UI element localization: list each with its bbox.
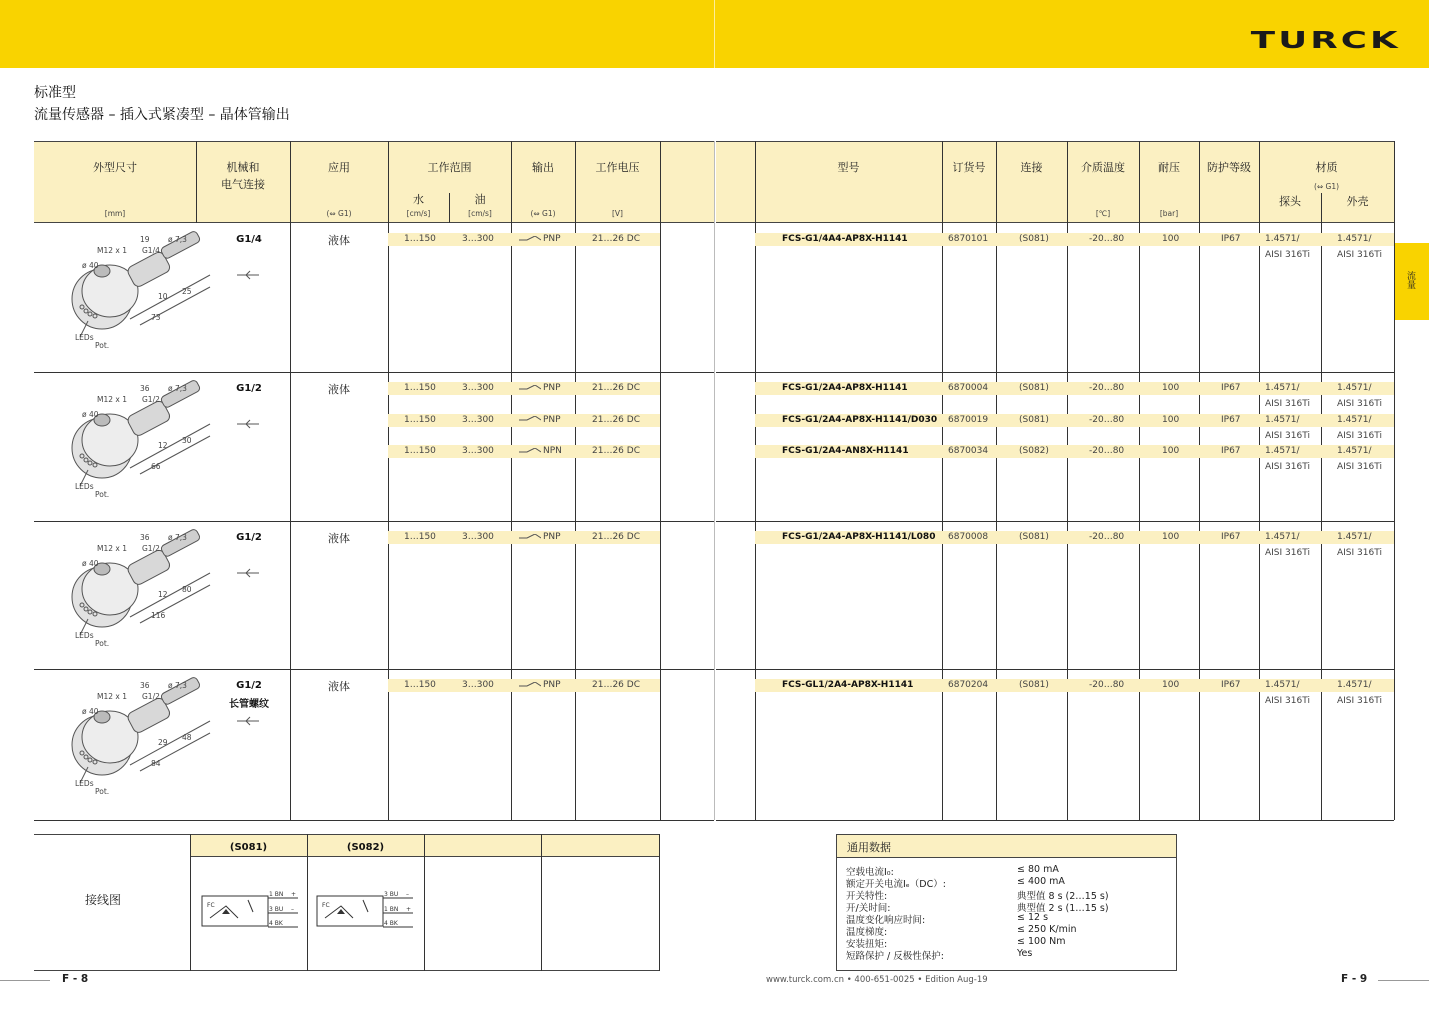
- row-divider: [716, 372, 1394, 373]
- ident-number: 6870008: [948, 532, 989, 542]
- range-water: 1…150: [404, 383, 436, 393]
- drawing-label-thread: G1/2: [142, 544, 160, 553]
- page-gutter: [714, 141, 715, 820]
- output-type: [519, 445, 562, 458]
- col-temp-unit: [℃]: [1095, 209, 1111, 218]
- svg-text:+: +: [291, 891, 297, 898]
- col-divider: [449, 193, 450, 223]
- drawing-label-dia_top: ø 7,3: [168, 235, 187, 244]
- supply-voltage: 21…26 DC: [592, 532, 640, 542]
- output-label: PNP: [543, 532, 561, 542]
- housing-material: 1.4571/: [1337, 234, 1372, 244]
- range-oil: 3…300: [462, 383, 494, 393]
- probe-material: 1.4571/: [1265, 414, 1300, 425]
- drawing-label-pot: Pot.: [95, 639, 110, 648]
- type-code[interactable]: FCS-G1/2A4-AP8X-H1141/L080: [782, 532, 936, 542]
- output-type: [519, 233, 561, 246]
- range-water: 1…150: [404, 234, 436, 244]
- switch-symbol-icon: [519, 385, 541, 391]
- col-range: 工作范围: [427, 161, 472, 174]
- type-code[interactable]: FCS-G1/2A4-AP8X-H1141/D030: [782, 414, 938, 425]
- mech-connection: G1/2: [236, 383, 262, 394]
- col-protection: 防护等级: [1207, 161, 1251, 174]
- drawing-label-m12: M12 x 1: [97, 395, 127, 404]
- medium-temp: -20…80: [1089, 414, 1125, 425]
- sensor-dimension-drawing: [40, 229, 220, 369]
- s081-pin1: 1 BN: [269, 891, 284, 898]
- drawing-label-pot: Pot.: [95, 490, 110, 499]
- drawing-label-d1: 12: [158, 441, 168, 450]
- switch-symbol-icon: [519, 236, 541, 242]
- col-application: 应用: [328, 161, 350, 174]
- col-ident: 订货号: [952, 161, 986, 174]
- general-data-value: 典型值 8 s (2…15 s): [1017, 891, 1109, 902]
- supply-voltage: 21…26 DC: [592, 234, 640, 244]
- drawing-label-leds: LEDs: [75, 333, 94, 342]
- col-dimensions: 外型尺寸: [93, 161, 137, 174]
- range-oil: 3…300: [462, 532, 494, 542]
- probe-material-2: AISI 316Ti: [1265, 462, 1310, 472]
- col-divider: [196, 141, 197, 223]
- sensor-outline-icon: [40, 229, 220, 369]
- probe-material-2: AISI 316Ti: [1265, 696, 1310, 706]
- drawing-label-dia_top: ø 7,3: [168, 681, 187, 690]
- pressure-rating: 100: [1162, 414, 1180, 425]
- housing-material: 1.4571/: [1337, 414, 1372, 425]
- ident-number: 6870034: [948, 446, 989, 456]
- svg-text:–: –: [291, 906, 294, 913]
- col-water-unit: [cm/s]: [406, 209, 431, 218]
- wiring-label: 接线图: [85, 893, 122, 907]
- switch-symbol-icon: [519, 682, 541, 688]
- drawing-label-d1: 29: [158, 738, 168, 747]
- range-oil: 3…300: [462, 446, 494, 456]
- s081-pin4: 4 BK: [269, 920, 283, 927]
- row-divider: [716, 521, 1394, 522]
- drawing-label-d1: 12: [158, 590, 168, 599]
- range-oil: 3…300: [462, 414, 494, 425]
- sensor-outline-icon: [40, 675, 220, 815]
- drawing-label-d3: 116: [151, 611, 166, 620]
- drawing-label-pot: Pot.: [95, 341, 110, 350]
- drawing-label-dia40: ø 40: [82, 410, 99, 419]
- type-code[interactable]: FCS-GL1/2A4-AP8X-H1141: [782, 680, 914, 690]
- probe-material-2: AISI 316Ti: [1265, 548, 1310, 558]
- row-divider: [34, 372, 714, 373]
- col-probe: 探头: [1279, 195, 1301, 208]
- application-label: 液体: [328, 234, 350, 247]
- thread-symbol-icon: [237, 711, 259, 721]
- general-data-title: 通用数据: [837, 835, 1176, 858]
- s082-pin4: 4 BK: [384, 920, 398, 927]
- sensor-outline-icon: [40, 527, 220, 667]
- s082-fc: FC: [322, 902, 330, 909]
- drawing-label-d3: 84: [151, 759, 161, 768]
- connection-code: (S082): [1019, 446, 1049, 456]
- col-output-unit: (⇔ G1): [530, 209, 556, 218]
- turck-logo: TURCK: [1250, 28, 1401, 54]
- housing-material: 1.4571/: [1337, 446, 1372, 456]
- general-data-label: 额定开关电流Iₑ（DC）:: [846, 879, 946, 890]
- output-type: [519, 382, 561, 395]
- connection-code: (S081): [1019, 414, 1049, 425]
- row-divider: [716, 669, 1394, 670]
- s082-pin1: 3 BU: [384, 891, 399, 898]
- general-data-value: ≤ 400 mA: [1017, 876, 1065, 887]
- drawing-label-m12: M12 x 1: [97, 544, 127, 553]
- col-pressure: 耐压: [1158, 161, 1180, 174]
- general-data-label: 开/关时间:: [846, 903, 891, 914]
- connection-code: (S081): [1019, 532, 1049, 542]
- probe-material-2: AISI 316Ti: [1265, 250, 1310, 260]
- drawing-label-m12: M12 x 1: [97, 246, 127, 255]
- drawing-label-d2: 48: [182, 733, 192, 742]
- drawing-label-leds: LEDs: [75, 779, 94, 788]
- housing-material-2: AISI 316Ti: [1337, 399, 1382, 409]
- housing-material-2: AISI 316Ti: [1337, 548, 1382, 558]
- drawing-label-dia40: ø 40: [82, 261, 99, 270]
- col-output: 输出: [532, 161, 554, 174]
- wiring-diagram-s082: [313, 886, 417, 936]
- sensor-dimension-drawing: [40, 527, 220, 667]
- col-mech-1: 机械和: [226, 161, 260, 174]
- application-label: 液体: [328, 532, 350, 545]
- protection-class: IP67: [1221, 680, 1241, 690]
- col-connection: 连接: [1020, 161, 1043, 174]
- medium-temp: -20…80: [1089, 234, 1125, 244]
- col-material: 材质: [1315, 161, 1338, 174]
- medium-temp: -20…80: [1089, 383, 1125, 393]
- general-data-value: ≤ 100 Nm: [1017, 936, 1066, 947]
- housing-material-2: AISI 316Ti: [1337, 430, 1382, 441]
- range-water: 1…150: [404, 532, 436, 542]
- col-divider: [1394, 141, 1395, 820]
- output-label: PNP: [543, 383, 561, 393]
- protection-class: IP67: [1221, 446, 1241, 456]
- switch-symbol-icon: [519, 448, 541, 454]
- output-label: PNP: [543, 680, 561, 690]
- pressure-rating: 100: [1162, 383, 1180, 393]
- wiring-col-s081: (S081): [229, 842, 268, 853]
- switch-symbol-icon: [519, 416, 541, 422]
- probe-material: 1.4571/: [1265, 446, 1300, 456]
- probe-material-2: AISI 316Ti: [1265, 399, 1310, 409]
- drawing-label-dia_top: ø 7,3: [168, 384, 187, 393]
- general-data-value: Yes: [1017, 948, 1033, 959]
- housing-material-2: AISI 316Ti: [1337, 696, 1382, 706]
- housing-material: 1.4571/: [1337, 532, 1372, 542]
- drawing-label-leds: LEDs: [75, 482, 94, 491]
- drawing-label-d3: 66: [151, 462, 161, 471]
- output-type: [519, 531, 561, 544]
- ident-number: 6870101: [948, 234, 989, 244]
- supply-voltage: 21…26 DC: [592, 383, 640, 393]
- connection-code: (S081): [1019, 234, 1049, 244]
- medium-temp: -20…80: [1089, 532, 1125, 542]
- general-data-value: 典型值 2 s (1…15 s): [1017, 903, 1109, 914]
- drawing-label-dia40: ø 40: [82, 707, 99, 716]
- col-application-unit: (⇔ G1): [326, 209, 352, 218]
- ident-number: 6870204: [948, 680, 989, 690]
- col-housing: 外壳: [1346, 195, 1369, 208]
- drawing-label-m12: M12 x 1: [97, 692, 127, 701]
- probe-material: 1.4571/: [1265, 532, 1300, 542]
- drawing-label-d3: 73: [151, 313, 161, 322]
- supply-voltage: 21…26 DC: [592, 414, 640, 425]
- s081-pin3: 3 BU: [269, 906, 284, 913]
- col-voltage-unit: [V]: [612, 209, 623, 218]
- output-label: PNP: [543, 414, 561, 425]
- col-material-note: (⇔ G1): [1313, 182, 1340, 191]
- sensor-dimension-drawing: [40, 378, 220, 518]
- col-mech-2: 电气连接: [221, 178, 265, 191]
- output-label: PNP: [543, 234, 561, 244]
- page-number-right: F - 9: [1341, 973, 1368, 985]
- drawing-label-pot: Pot.: [95, 787, 110, 796]
- col-water: 水: [413, 193, 424, 206]
- probe-material: 1.4571/: [1265, 680, 1300, 690]
- protection-class: IP67: [1221, 532, 1241, 542]
- row-divider: [34, 820, 714, 821]
- general-data-label: 短路保护 / 反极性保护:: [846, 951, 944, 962]
- page-number-left: F - 8: [62, 973, 89, 985]
- drawing-label-d2: 30: [182, 436, 192, 445]
- drawing-label-wrench: 36: [140, 681, 150, 690]
- page-title: 标准型: [34, 85, 76, 101]
- general-data-value: ≤ 250 K/min: [1017, 924, 1077, 935]
- general-data-label: 温度梯度:: [846, 927, 888, 938]
- probe-material: 1.4571/: [1265, 383, 1300, 393]
- row-divider: [716, 820, 1394, 821]
- row-divider: [34, 521, 714, 522]
- page-subtitle: 流量传感器 – 插入式紧凑型 – 晶体管输出: [34, 107, 290, 123]
- sensor-outline-icon: [40, 378, 220, 518]
- supply-voltage: 21…26 DC: [592, 446, 640, 456]
- drawing-label-leds: LEDs: [75, 631, 94, 640]
- thread-symbol-icon: [237, 563, 259, 573]
- col-oil: 油: [474, 193, 486, 206]
- svg-text:+: +: [406, 906, 412, 913]
- col-oil-unit: [cm/s]: [468, 209, 492, 218]
- range-water: 1…150: [404, 414, 436, 425]
- side-tab-flow[interactable]: 流量: [1395, 243, 1429, 320]
- thread-symbol-icon: [237, 265, 259, 275]
- sensor-dimension-drawing: [40, 675, 220, 815]
- drawing-label-thread: G1/2: [142, 395, 160, 404]
- application-label: 液体: [328, 383, 350, 396]
- mech-connection: G1/2: [236, 532, 262, 543]
- pressure-rating: 100: [1162, 680, 1180, 690]
- s081-fc: FC: [207, 902, 215, 909]
- pressure-rating: 100: [1162, 234, 1180, 244]
- footer-contact: www.turck.com.cn • 400-651-0025 • Edition Aug-19: [766, 975, 988, 985]
- thread-symbol-icon: [237, 414, 259, 424]
- medium-temp: -20…80: [1089, 446, 1125, 456]
- general-data-label: 温度变化响应时间:: [846, 915, 926, 926]
- output-type: [519, 679, 561, 692]
- type-code[interactable]: FCS-G1/4A4-AP8X-H1141: [782, 234, 908, 244]
- drawing-label-wrench: 36: [140, 533, 150, 542]
- svg-text:–: –: [406, 891, 409, 898]
- connection-code: (S081): [1019, 680, 1049, 690]
- protection-class: IP67: [1221, 234, 1241, 244]
- application-label: 液体: [328, 680, 350, 693]
- general-data-label: 空载电流I₀:: [846, 867, 894, 878]
- mech-connection: G1/2: [236, 680, 262, 691]
- col-pressure-unit: [bar]: [1159, 209, 1179, 218]
- footer-line-right: [1378, 980, 1429, 981]
- drawing-label-d2: 25: [182, 287, 192, 296]
- supply-voltage: 21…26 DC: [592, 680, 640, 690]
- drawing-label-dia_top: ø 7,3: [168, 533, 187, 542]
- switch-symbol-icon: [519, 534, 541, 540]
- drawing-label-thread: G1/4: [142, 246, 160, 255]
- general-data-value: ≤ 80 mA: [1017, 864, 1059, 875]
- general-data-label: 开关特性:: [846, 891, 888, 902]
- drawing-label-d2: 80: [182, 585, 192, 594]
- drawing-label-thread: G1/2: [142, 692, 160, 701]
- housing-material-2: AISI 316Ti: [1337, 462, 1382, 472]
- range-oil: 3…300: [462, 234, 494, 244]
- probe-material-2: AISI 316Ti: [1265, 430, 1310, 441]
- pressure-rating: 100: [1162, 446, 1180, 456]
- general-data-label: 安装扭矩:: [846, 939, 888, 950]
- range-water: 1…150: [404, 680, 436, 690]
- output-label: NPN: [543, 446, 562, 456]
- output-type: [519, 414, 561, 427]
- top-band: [0, 0, 1429, 68]
- wiring-diagram-s081: [198, 886, 302, 936]
- footer-line-left: [0, 980, 50, 981]
- drawing-label-d1: 10: [158, 292, 168, 301]
- connection-code: (S081): [1019, 383, 1049, 393]
- mech-connection-extra: 长管螺纹: [229, 699, 269, 710]
- mech-connection: G1/4: [236, 234, 262, 245]
- col-divider: [1321, 193, 1322, 820]
- protection-class: IP67: [1221, 414, 1241, 425]
- wiring-col-s082: (S082): [346, 842, 385, 853]
- probe-material: 1.4571/: [1265, 234, 1300, 244]
- drawing-label-wrench: 36: [140, 384, 150, 393]
- col-type: 型号: [837, 161, 860, 174]
- housing-material: 1.4571/: [1337, 680, 1372, 690]
- col-dimensions-unit: [mm]: [104, 209, 126, 218]
- drawing-label-wrench: 19: [140, 235, 150, 244]
- drawing-label-dia40: ø 40: [82, 559, 99, 568]
- general-data-value: ≤ 12 s: [1017, 912, 1049, 923]
- range-oil: 3…300: [462, 680, 494, 690]
- medium-temp: -20…80: [1089, 680, 1125, 690]
- s082-pin3: 1 BN: [384, 906, 399, 913]
- col-voltage: 工作电压: [595, 161, 640, 174]
- row-divider: [34, 669, 714, 670]
- type-code[interactable]: FCS-G1/2A4-AP8X-H1141: [782, 383, 908, 393]
- range-water: 1…150: [404, 446, 436, 456]
- ident-number: 6870004: [948, 383, 989, 393]
- ident-number: 6870019: [948, 414, 989, 425]
- col-divider: [660, 141, 661, 820]
- col-temp: 介质温度: [1081, 161, 1125, 174]
- housing-material: 1.4571/: [1337, 383, 1372, 393]
- housing-material-2: AISI 316Ti: [1337, 250, 1382, 260]
- protection-class: IP67: [1221, 383, 1241, 393]
- pressure-rating: 100: [1162, 532, 1180, 542]
- type-code[interactable]: FCS-G1/2A4-AN8X-H1141: [782, 446, 909, 456]
